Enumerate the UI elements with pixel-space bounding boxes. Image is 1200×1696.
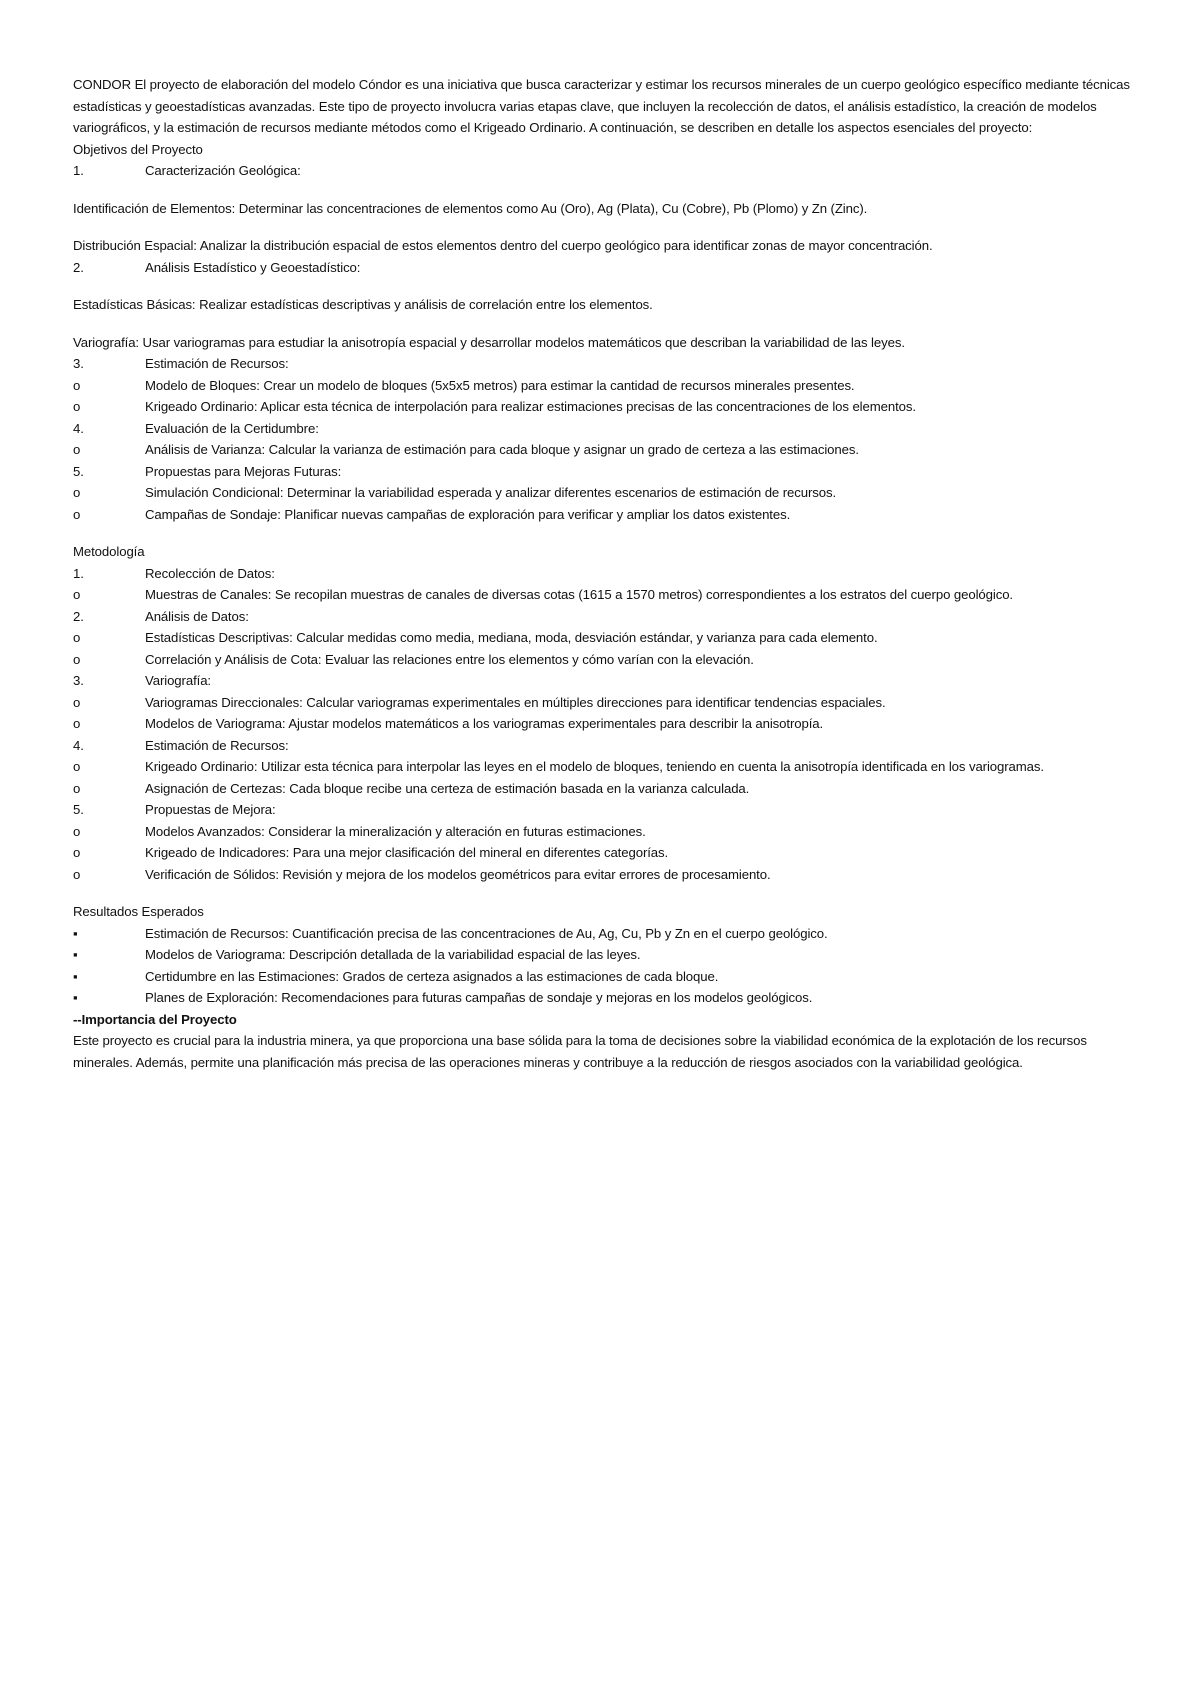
bullet-mark: o [73, 399, 81, 414]
bullet-text: Krigeado Ordinario: Utilizar esta técnica para interpolar las leyes en el modelo de bloques, teniendo en cuenta la anisotropía identificada en los variogramas. [145, 759, 1044, 774]
bullet-mark: o [73, 377, 81, 393]
bullet-item-krigeado-indicadores [73, 842, 1133, 864]
bullet-text: Correlación y Análisis de Cota: Evaluar las relaciones entre los elementos y cómo varían con la elevación. [145, 651, 754, 667]
bullet-item-asignacion-certezas [73, 778, 1133, 800]
bullet-mark: o [73, 759, 81, 774]
item-title: Estimación de Recursos: [145, 737, 289, 753]
numbered-item-propuestas-mejora [73, 799, 1133, 821]
bullet-mark: o [73, 506, 81, 522]
result-item-planes [73, 987, 1133, 1009]
bullet-text: Modelo de Bloques: Crear un modelo de bloques (5x5x5 metros) para estimar la cantidad de recursos minerales presentes. [145, 377, 855, 393]
item-number: 1. [73, 163, 84, 178]
bullet-mark: o [73, 866, 81, 882]
bullet-item-muestras [73, 584, 1133, 606]
item-title: Evaluación de la Certidumbre: [145, 420, 319, 436]
bullet-text: Campañas de Sondaje: Planificar nuevas campañas de exploración para verificar y ampliar los datos existentes. [145, 506, 791, 522]
numbered-item-recoleccion [73, 563, 1133, 585]
item-title: Propuestas para Mejoras Futuras: [145, 463, 342, 479]
bullet-text: Variogramas Direccionales: Calcular variogramas experimentales en múltiples direcciones para identificar tendencias espaciales. [145, 694, 886, 710]
item-number: 3. [73, 356, 84, 371]
item-number: 5. [73, 802, 84, 817]
item-number: 3. [73, 673, 84, 688]
section-heading-importancia [73, 1009, 1133, 1031]
bullet-text: Simulación Condicional: Determinar la variabilidad esperada y analizar diferentes escenarios de estimación de recursos. [145, 485, 837, 500]
item-title: Caracterización Geológica: [145, 163, 301, 178]
result-item-certidumbre [73, 966, 1133, 988]
numbered-item-estimacion [73, 353, 1133, 375]
bullet-text: Certidumbre en las Estimaciones: Grados de certeza asignados a las estimaciones de cada bloque. [145, 968, 719, 984]
importancia-paragraph: Este proyecto es crucial para la industria minera, ya que proporciona una base sólida para la toma de decisiones sobre la viabilidad económica de la explotación de los recursos minerales. Además, permite una planificación más precisa de las operaciones mineras y contribuye a la reducción de riesgos asociados con la variabilidad geológica. [73, 1033, 1087, 1070]
result-item-modelos [73, 944, 1133, 966]
numbered-item-certidumbre [73, 418, 1133, 440]
bullet-item-analisis-varianza [73, 439, 1133, 461]
paragraph-distribucion: Distribución Espacial: Analizar la distribución espacial de estos elementos dentro del cuerpo geológico para identificar zonas de mayor concentración. [73, 238, 933, 253]
bullet-text: Modelos de Variograma: Descripción detallada de la variabilidad espacial de las leyes. [145, 947, 641, 962]
numbered-item-analisis [73, 257, 1133, 279]
bullet-mark: o [73, 780, 81, 796]
numbered-item-caracterizacion [73, 160, 1133, 182]
section-heading-metodologia: Metodología [73, 544, 145, 559]
document-page [73, 74, 1133, 1073]
bullet-mark: o [73, 716, 81, 731]
bullet-mark: o [73, 694, 81, 710]
bullet-item-modelos-avanzados [73, 821, 1133, 843]
numbered-item-variografia [73, 670, 1133, 692]
paragraph-identificacion: Identificación de Elementos: Determinar las concentraciones de elementos como Au (Oro), Ag (Plata), Cu (Cobre), Pb (Plomo) y Zn (Zinc). [73, 200, 868, 216]
numbered-item-estimacion-recursos [73, 735, 1133, 757]
bullet-item-krigeado-ordinario [73, 756, 1133, 778]
bullet-text: Estadísticas Descriptivas: Calcular medidas como media, mediana, moda, desviación estándar, y varianza para cada elemento. [145, 630, 878, 645]
item-title: Análisis de Datos: [145, 608, 249, 624]
bullet-mark: o [73, 845, 81, 860]
item-number: 2. [73, 259, 84, 275]
bullet-item-krigeado [73, 396, 1133, 418]
item-number: 1. [73, 565, 84, 581]
bullet-text: Análisis de Varianza: Calcular la varianza de estimación para cada bloque y asignar un grado de certeza a las estimaciones. [145, 442, 859, 457]
square-bullet-mark: ▪ [73, 990, 78, 1005]
bullet-item-correlacion [73, 649, 1133, 671]
bullet-mark: o [73, 823, 81, 839]
square-bullet-mark: ▪ [73, 968, 78, 984]
bullet-mark: o [73, 651, 81, 667]
bullet-item-verificacion-solidos [73, 864, 1133, 886]
bullet-item-modelo-bloques [73, 375, 1133, 397]
item-title: Propuestas de Mejora: [145, 802, 276, 817]
bullet-mark: o [73, 630, 81, 645]
section-heading-objetivos: Objetivos del Proyecto [73, 141, 203, 157]
importancia-heading-text: --Importancia del Proyecto [73, 1011, 237, 1027]
bullet-text: Modelos Avanzados: Considerar la mineralización y alteración en futuras estimaciones. [145, 823, 646, 839]
item-number: 4. [73, 737, 84, 753]
paragraph-variografia: Variografía: Usar variogramas para estudiar la anisotropía espacial y desarrollar modelos matemáticos que describan la variabilidad de las leyes. [73, 334, 905, 350]
bullet-text: Krigeado de Indicadores: Para una mejor clasificación del mineral en diferentes categorías. [145, 845, 669, 860]
item-title: Variografía: [145, 673, 211, 688]
bullet-text: Asignación de Certezas: Cada bloque recibe una certeza de estimación basada en la varianza calculada. [145, 780, 750, 796]
bullet-text: Planes de Exploración: Recomendaciones para futuras campañas de sondaje y mejoras en los modelos geológicos. [145, 990, 813, 1005]
item-title: Estimación de Recursos: [145, 356, 289, 371]
bullet-item-variogramas-direccionales [73, 692, 1133, 714]
item-number: 2. [73, 608, 84, 624]
bullet-item-modelos-variograma [73, 713, 1133, 735]
item-title: Análisis Estadístico y Geoestadístico: [145, 259, 361, 275]
bullet-text: Modelos de Variograma: Ajustar modelos matemáticos a los variogramas experimentales para describir la anisotropía. [145, 716, 824, 731]
bullet-item-campanas [73, 504, 1133, 526]
bullet-text: Verificación de Sólidos: Revisión y mejora de los modelos geométricos para evitar errores de procesamiento. [145, 866, 771, 882]
bullet-mark: o [73, 587, 81, 602]
numbered-item-analisis-datos [73, 606, 1133, 628]
item-number: 5. [73, 463, 84, 479]
bullet-text: Estimación de Recursos: Cuantificación precisa de las concentraciones de Au, Ag, Cu, Pb y Zn en el cuerpo geológico. [145, 925, 828, 941]
bullet-mark: o [73, 485, 81, 500]
numbered-item-propuestas [73, 461, 1133, 483]
intro-paragraph: CONDOR El proyecto de elaboración del modelo Cóndor es una iniciativa que busca caracterizar y estimar los recursos minerales de un cuerpo geológico específico mediante técnicas estadísticas y geoestadísticas avanzadas. Este tipo de proyecto involucra varias etapas clave, que incluyen la recolección de datos, el análisis estadístico, la creación de modelos variográficos, y la estimación de recursos mediante métodos como el Krigeado Ordinario. A continuación, se describen en detalle los aspectos esenciales del proyecto: [73, 77, 1130, 135]
bullet-text: Muestras de Canales: Se recopilan muestras de canales de diversas cotas (1615 a 1570 metros) correspondientes a los estratos del cuerpo geológico. [145, 587, 1013, 602]
bullet-mark: o [73, 442, 81, 457]
paragraph-estadisticas-basicas: Estadísticas Básicas: Realizar estadísticas descriptivas y análisis de correlación entre los elementos. [73, 297, 653, 312]
section-heading-resultados: Resultados Esperados [73, 904, 204, 919]
bullet-item-estadisticas-descriptivas [73, 627, 1133, 649]
bullet-item-simulacion [73, 482, 1133, 504]
item-title: Recolección de Datos: [145, 565, 275, 581]
bullet-text: Krigeado Ordinario: Aplicar esta técnica de interpolación para realizar estimaciones precisas de las concentraciones de los elementos. [145, 399, 916, 414]
item-number: 4. [73, 420, 84, 436]
result-item-estimacion [73, 923, 1133, 945]
square-bullet-mark: ▪ [73, 947, 78, 962]
square-bullet-mark: ▪ [73, 925, 78, 941]
